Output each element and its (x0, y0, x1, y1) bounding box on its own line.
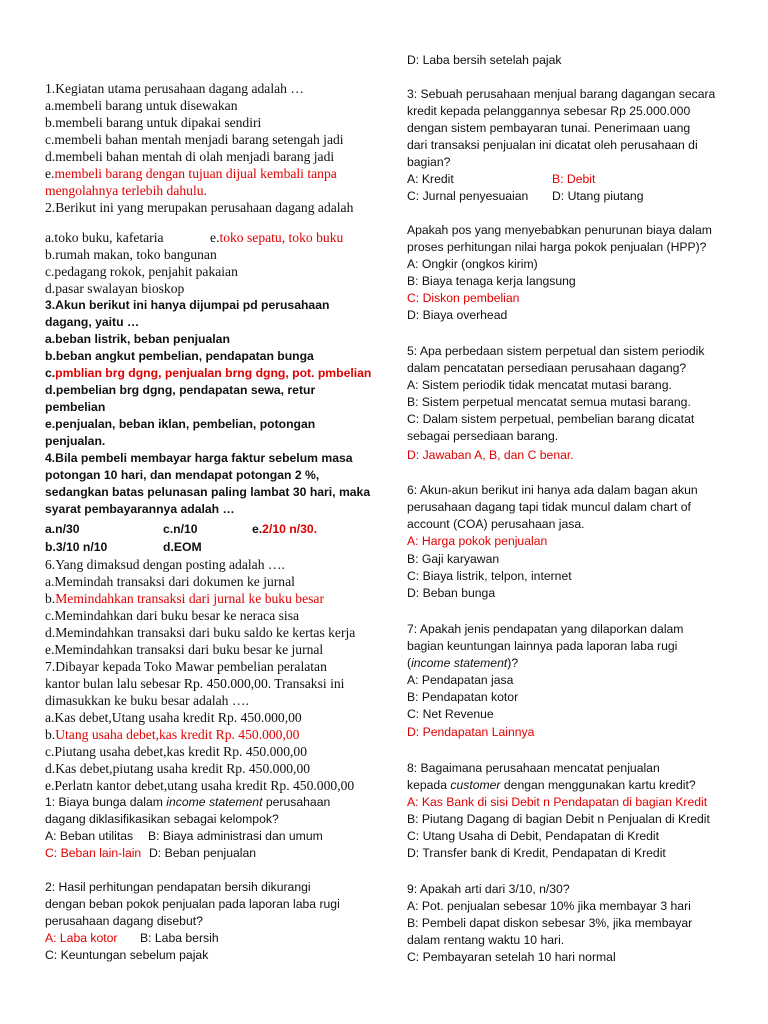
s5-option-c-cont: sebagai persediaan barang. (407, 429, 559, 443)
s1-line-1-italic: income statement (166, 795, 263, 809)
s1-line-2: dagang diklasifikasikan sebagai kelompok? (45, 812, 279, 826)
s4-option-a: A: Ongkir (ongkos kirim) (407, 257, 538, 271)
s5-option-c: C: Dalam sistem perpetual, pembelian barang dicatat (407, 412, 695, 426)
s8-line-2-italic: customer (450, 778, 501, 792)
q3-option-c (45, 365, 371, 382)
q1-answer-e: membeli barang dengan tujuan dijual kembali tanpa (54, 166, 337, 181)
s1-line-1-post: perusahaan (262, 795, 331, 809)
s6-answer-a: A: Harga pokok penjualan (407, 534, 548, 548)
s9-option-a: A: Pot. penjualan sebesar 10% jika membayar 3 hari (407, 899, 691, 913)
q1-option-e-prefix: e. (45, 166, 55, 181)
q3-option-e: e.penjualan, beban iklan, pembelian, potongan (45, 417, 316, 431)
q3-option-d-cont: pembelian (45, 400, 106, 414)
s7-line-2: bagian keuntungan lainnya pada laporan laba rugi (407, 639, 678, 653)
q3-option-a: a.beban listrik, beban penjualan (45, 332, 230, 346)
q3-option-b: b.beban angkut pembelian, pendapatan bunga (45, 349, 314, 363)
q7-line-1: 7.Dibayar kepada Toko Mawar pembelian peralatan (45, 659, 327, 674)
q1-option-c: c.membeli bahan mentah menjadi barang setengah jadi (45, 132, 344, 147)
s5-line-1: 5: Apa perbedaan sistem perpetual dan sistem periodik (407, 344, 705, 358)
q3-option-d: d.pembelian brg dgng, pendapatan sewa, retur (45, 383, 316, 397)
s5-line-2: dalam pencatatan persediaan perusahaan dagang? (407, 361, 687, 375)
q3-answer-c: pmblian brg dgng, penjualan brng dgng, pot. pmbelian (55, 366, 372, 380)
s6-option-b: B: Gaji karyawan (407, 552, 500, 566)
q4-option-a: a.n/30 (45, 522, 80, 536)
s1-line-1 (45, 794, 330, 811)
s6-line-1: 6: Akun-akun berikut ini hanya ada dalam bagan akun (407, 483, 698, 497)
q3-option-e-cont: penjualan. (45, 434, 106, 448)
q4-option-e-prefix: e. (252, 522, 263, 536)
s7-line-3-close: )? (507, 656, 519, 670)
q6-title: 6.Yang dimaksud dengan posting adalah …. (45, 557, 285, 572)
q3-option-c-prefix: c. (45, 366, 56, 380)
s2-line-2: dengan beban pokok penjualan pada laporan laba rugi (45, 897, 340, 911)
s7-option-c: C: Net Revenue (407, 707, 494, 721)
q4-answer-e: 2/10 n/30. (262, 522, 318, 536)
q6-option-c: c.Memindahkan dari buku besar ke neraca sisa (45, 608, 300, 623)
q6-answer-b: Memindahkan transaksi dari jurnal ke buku besar (55, 591, 324, 606)
q7-answer-b: Utang usaha debet,kas kredit Rp. 450.000,00 (55, 727, 300, 742)
q4-line-3: sedangkan batas pelunasan paling lambat 30 hari, maka (45, 485, 371, 499)
s3-option-a: A: Kredit (407, 172, 454, 186)
s1-answer-c: C: Beban lain-lain (45, 846, 142, 860)
s7-line-1: 7: Apakah jenis pendapatan yang dilaporkan dalam (407, 622, 684, 636)
s4-option-b: B: Biaya tenaga kerja langsung (407, 274, 576, 288)
s3-option-d: D: Utang piutang (552, 189, 644, 203)
s6-line-3: account (COA) perusahaan jasa. (407, 517, 585, 531)
s8-answer-a: A: Kas Bank di sisi Debit n Pendapatan di bagian Kredit (407, 795, 708, 809)
s1-option-a: A: Beban utilitas (45, 829, 134, 843)
s8-line-2 (407, 777, 696, 794)
s3-line-3: dengan sistem pembayaran tunai. Penerimaan uang (407, 121, 691, 135)
s8-line-2-post: dengan menggunakan kartu kredit? (500, 778, 696, 792)
q7-option-a: a.Kas debet,Utang usaha kredit Rp. 450.000,00 (45, 710, 302, 725)
q2-option-a: a.toko buku, kafetaria (45, 230, 164, 245)
q4-option-e (252, 521, 317, 538)
s7-option-a: A: Pendapatan jasa (407, 673, 514, 687)
s4-line-2: proses perhitungan nilai harga pokok penjualan (HPP)? (407, 240, 707, 254)
q3-title-cont: dagang, yaitu … (45, 315, 140, 329)
q1-option-b: b.membeli barang untuk dipakai sendiri (45, 115, 262, 130)
s3-answer-b: B: Debit (552, 172, 596, 186)
q4-line-2: potongan 10 hari, dan mendapat potongan 2 %, (45, 468, 320, 482)
s3-line-4: dari transaksi penjualan ini dicatat oleh perusahaan di (407, 138, 698, 152)
q4-line-1: 4.Bila pembeli membayar harga faktur sebelum masa (45, 451, 353, 465)
q3-title: 3.Akun berikut ini hanya dijumpai pd perusahaan (45, 298, 330, 312)
q7-option-b (45, 726, 299, 743)
s5-answer-d: D: Jawaban A, B, dan C benar. (407, 448, 574, 462)
q7-option-e: e.Perlatn kantor debet,utang usaha kredit Rp. 450.000,00 (45, 778, 355, 793)
s8-option-c: C: Utang Usaha di Debit, Pendapatan di Kredit (407, 829, 660, 843)
s2-option-d: D: Laba bersih setelah pajak (407, 53, 562, 67)
q2-option-e (210, 229, 343, 246)
q1-option-a: a.membeli barang untuk disewakan (45, 98, 238, 113)
s7-answer-d: D: Pendapatan Lainnya (407, 725, 535, 739)
s2-line-1: 2: Hasil perhitungan pendapatan bersih dikurangi (45, 880, 311, 894)
q2-option-c: c.pedagang rokok, penjahit pakaian (45, 264, 238, 279)
s9-option-b-cont: dalam rentang waktu 10 hari. (407, 933, 565, 947)
s6-option-c: C: Biaya listrik, telpon, internet (407, 569, 572, 583)
q2-answer-e: toko sepatu, toko buku (219, 230, 344, 245)
s9-option-b: B: Pembeli dapat diskon sebesar 3%, jika membayar (407, 916, 693, 930)
q7-line-2: kantor bulan lalu sebesar Rp. 450.000,00. Transaksi ini (45, 676, 345, 691)
q4-option-d: d.EOM (163, 540, 202, 554)
q6-option-d: d.Memindahkan transaksi dari buku saldo ke kertas kerja (45, 625, 356, 640)
q7-option-c: c.Piutang usaha debet,kas kredit Rp. 450.000,00 (45, 744, 308, 759)
q2-option-b: b.rumah makan, toko bangunan (45, 247, 217, 262)
s2-option-b: B: Laba bersih (140, 931, 219, 945)
s3-line-1: 3: Sebuah perusahaan menjual barang dagangan secara (407, 87, 716, 101)
s8-option-d: D: Transfer bank di Kredit, Pendapatan di Kredit (407, 846, 666, 860)
q4-option-b: b.3/10 n/10 (45, 540, 108, 554)
s4-option-d: D: Biaya overhead (407, 308, 508, 322)
q1-title: 1.Kegiatan utama perusahaan dagang adalah … (45, 81, 304, 96)
q1-option-e (45, 165, 337, 182)
s6-option-d: D: Beban bunga (407, 586, 496, 600)
s3-line-2: kredit kepada pelanggannya sebesar Rp 25.000.000 (407, 104, 691, 118)
s7-option-b: B: Pendapatan kotor (407, 690, 519, 704)
s2-option-c: C: Keuntungan sebelum pajak (45, 948, 209, 962)
s4-answer-c: C: Diskon pembelian (407, 291, 520, 305)
s5-option-a: A: Sistem periodik tidak mencatat mutasi barang. (407, 378, 672, 392)
s8-option-b: B: Piutang Dagang di bagian Debit n Penjualan di Kredit (407, 812, 710, 826)
s7-line-3 (407, 655, 518, 672)
s2-answer-a: A: Laba kotor (45, 931, 118, 945)
s1-option-d: D: Beban penjualan (149, 846, 257, 860)
s7-line-3-italic: income statement (411, 656, 508, 670)
q6-option-e: e.Memindahkan transaksi dari buku besar ke jurnal (45, 642, 324, 657)
q7-option-d: d.Kas debet,piutang usaha kredit Rp. 450.000,00 (45, 761, 311, 776)
s3-option-c: C: Jurnal penyesuaian (407, 189, 529, 203)
s8-line-1: 8: Bagaimana perusahaan mencatat penjualan (407, 761, 660, 775)
s5-option-b: B: Sistem perpetual mencatat semua mutasi barang. (407, 395, 691, 409)
q6-option-b (45, 590, 324, 607)
s6-line-2: perusahaan dagang tapi tidak muncul dalam chart of (407, 500, 691, 514)
s2-line-3: perusahaan dagang disebut? (45, 914, 203, 928)
q2-option-d: d.pasar swalayan bioskop (45, 281, 185, 296)
q2-title: 2.Berikut ini yang merupakan perusahaan dagang adalah (45, 200, 354, 215)
s3-line-5: bagian? (407, 155, 451, 169)
q6-option-b-prefix: b. (45, 591, 56, 606)
s1-option-b: B: Biaya administrasi dan umum (148, 829, 323, 843)
q4-option-c: c.n/10 (163, 522, 198, 536)
q1-answer-e-cont: mengolahnya terlebih dahulu. (45, 183, 207, 198)
q7-option-b-prefix: b. (45, 727, 56, 742)
s9-option-c: C: Pembayaran setelah 10 hari normal (407, 950, 616, 964)
s1-line-1-pre: 1: Biaya bunga dalam (45, 795, 167, 809)
q6-option-a: a.Memindah transaksi dari dokumen ke jurnal (45, 574, 295, 589)
s4-line-1: Apakah pos yang menyebabkan penurunan biaya dalam (407, 223, 712, 237)
q4-line-4: syarat pembayarannya adalah … (45, 502, 235, 516)
s7-line-3-open: ( (407, 656, 412, 670)
s9-line-1: 9: Apakah arti dari 3/10, n/30? (407, 882, 570, 896)
q7-line-3: dimasukkan ke buku besar adalah …. (45, 693, 249, 708)
s8-line-2-pre: kepada (407, 778, 451, 792)
q2-option-e-prefix: e. (210, 230, 220, 245)
q1-option-d: d.membeli bahan mentah di olah menjadi barang jadi (45, 149, 335, 164)
